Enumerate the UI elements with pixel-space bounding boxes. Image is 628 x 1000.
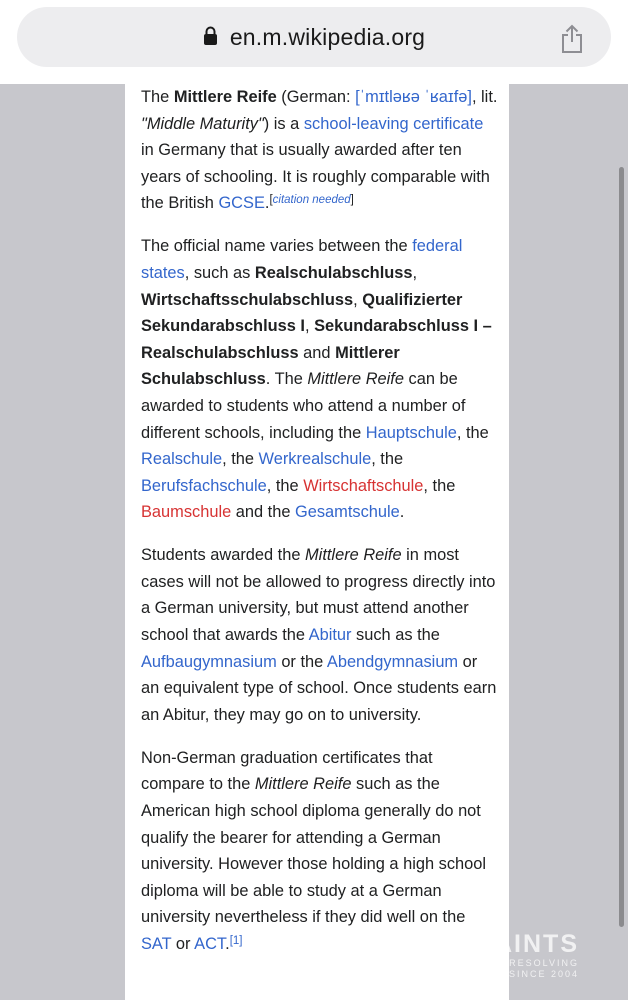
link-abitur[interactable]: Abitur — [308, 626, 352, 645]
watermark: AINTS RESOLVING SINCE 2004 — [494, 930, 579, 979]
share-icon[interactable] — [560, 24, 584, 54]
link-gesamtschule[interactable]: Gesamtschule — [295, 503, 400, 522]
link-gcse[interactable]: GCSE — [218, 194, 265, 213]
link-hauptschule[interactable]: Hauptschule — [365, 423, 457, 442]
article-body — [125, 84, 509, 1000]
browser-top-bar — [0, 0, 628, 84]
bold-term: Mittlere Reife — [173, 88, 277, 106]
paragraph-progression: Students awarded the Mittlere Reife in most cases will not be allowed to progress directly into a German university, but must attend another school that awards the Abitur such as the Aufbaugymnasium or the Abendgymnasium or an equivalent type of school. Once students earn an Abitur, they may go on to university. — [141, 546, 497, 724]
link-baumschule[interactable]: Baumschule — [141, 503, 232, 522]
reference-1[interactable]: [1] — [229, 934, 243, 947]
link-federal-states[interactable]: federal states — [141, 237, 463, 282]
citation-needed[interactable]: [citation needed] — [269, 194, 354, 207]
link-werkrealschule[interactable]: Werkrealschule — [258, 450, 372, 469]
paragraph-intro: The Mittlere Reife (German: [ˈmɪtləʁə ˈʁaɪfə], lit. "Middle Maturity") is a school-leaving certificate in Germany that is usually awarded after ten years of schooling. It is roughly comparable with the British GCSE.[citation needed] — [141, 88, 498, 213]
link-aufbaugymnasium[interactable]: Aufbaugymnasium — [141, 652, 277, 671]
link-citation-needed[interactable]: citation needed — [272, 194, 351, 207]
paragraph-foreign: Non-German graduation certificates that compare to the Mittlere Reife such as the American high school diploma generally do not qualify the bearer for attending a German university. However those holding a high school diploma will be able to study at a German university nevertheless if they did well on the SAT or ACT.[1] — [141, 748, 487, 953]
url-text: en.m.wikipedia.org — [229, 23, 426, 50]
link-sat[interactable]: SAT — [141, 934, 172, 953]
ipa-link[interactable]: [ˈmɪtləʁə ˈʁaɪfə] — [355, 88, 472, 106]
scrollbar[interactable] — [619, 167, 624, 927]
link-school-leaving-certificate[interactable]: school-leaving certificate — [303, 114, 484, 133]
address-bar[interactable] — [17, 7, 611, 67]
paragraph-names: The official name varies between the federal states, such as Realschulabschluss, Wirtschaftsschulabschluss, Qualifizierter Sekundarabschluss I, Sekundarabschluss I – Realschulabschluss and Mittlerer Schulabschluss. The Mittlere Reife can be awarded to students who attend a number of different schools, including the Hauptschule, the Realschule, the Werkrealschule, the Berufsfachschule, the Wirtschaftschule, the Baumschule and the Gesamtschule. — [141, 237, 492, 522]
link-wirtschaftschule[interactable]: Wirtschaftschule — [303, 476, 424, 495]
link-act[interactable]: ACT — [194, 934, 226, 953]
lock-icon — [203, 26, 218, 46]
link-berufsfachschule[interactable]: Berufsfachschule — [141, 476, 267, 495]
link-realschule[interactable]: Realschule — [141, 450, 223, 469]
link-abendgymnasium[interactable]: Abendgymnasium — [326, 652, 459, 671]
